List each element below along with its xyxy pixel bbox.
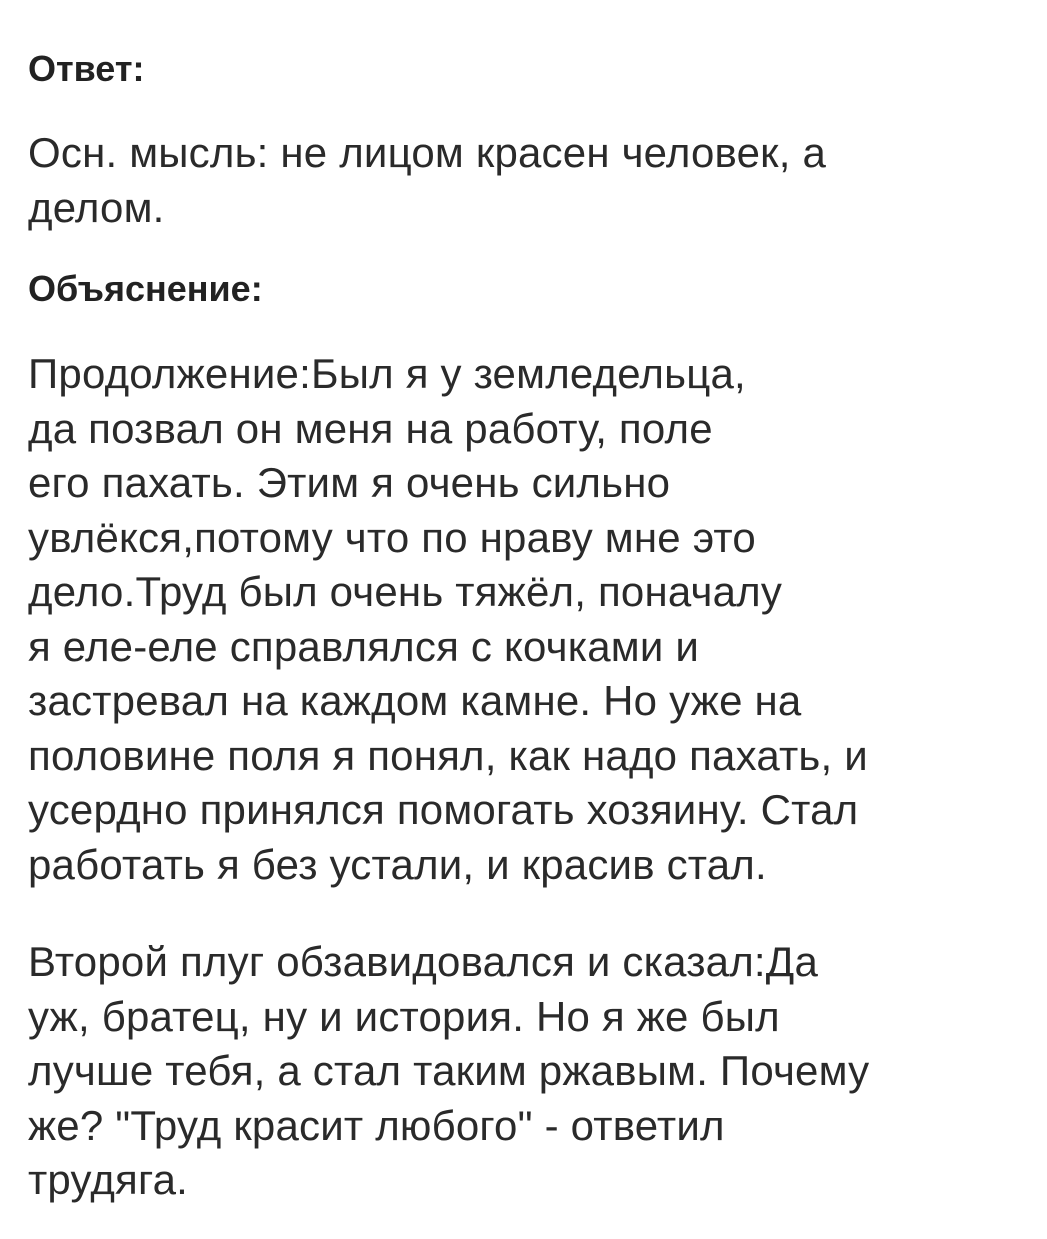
paragraph-line: уж, братец, ну и история. Но я же был	[28, 992, 780, 1040]
paragraph-line: половине поля я понял, как надо пахать, и	[28, 731, 868, 779]
paragraph-line: трудяга.	[28, 1156, 189, 1203]
continuation-paragraph	[28, 347, 868, 892]
paragraph-line: же? "Труд красит любого" - ответил	[28, 1101, 725, 1149]
paragraph-line: застревал на каждом камне. Но уже на	[28, 677, 802, 724]
paragraph-line: я еле-еле справлялся с кочками и	[28, 622, 700, 670]
paragraph-line: лучше тебя, а стал таким ржавым. Почему	[28, 1047, 870, 1094]
paragraph-line: усердно принялся помогать хозяину. Стал	[28, 786, 859, 833]
paragraph-line: увлёкся,потому что по нраву мне это	[28, 513, 756, 561]
answer-heading: Ответ:	[28, 48, 145, 89]
answer-line: делом.	[28, 183, 165, 231]
answer-line: Осн. мысль: не лицом красен человек, а	[28, 129, 827, 176]
paragraph-line: его пахать. Этим я очень сильно	[28, 459, 671, 506]
paragraph-line: дело.Труд был очень тяжёл, поначалу	[28, 568, 783, 615]
second-plough-paragraph	[28, 935, 869, 1208]
paragraph-line: Второй плуг обзавидовался и сказал:Да	[28, 938, 818, 985]
paragraph-line: работать я без устали, и красив стал.	[28, 840, 767, 888]
paragraph-line: да позвал он меня на работу, поле	[28, 404, 713, 452]
explanation-heading: Объяснение:	[28, 268, 263, 309]
answer-paragraph	[28, 126, 826, 235]
paragraph-line: Продолжение:Был я у земледельца,	[28, 350, 746, 397]
